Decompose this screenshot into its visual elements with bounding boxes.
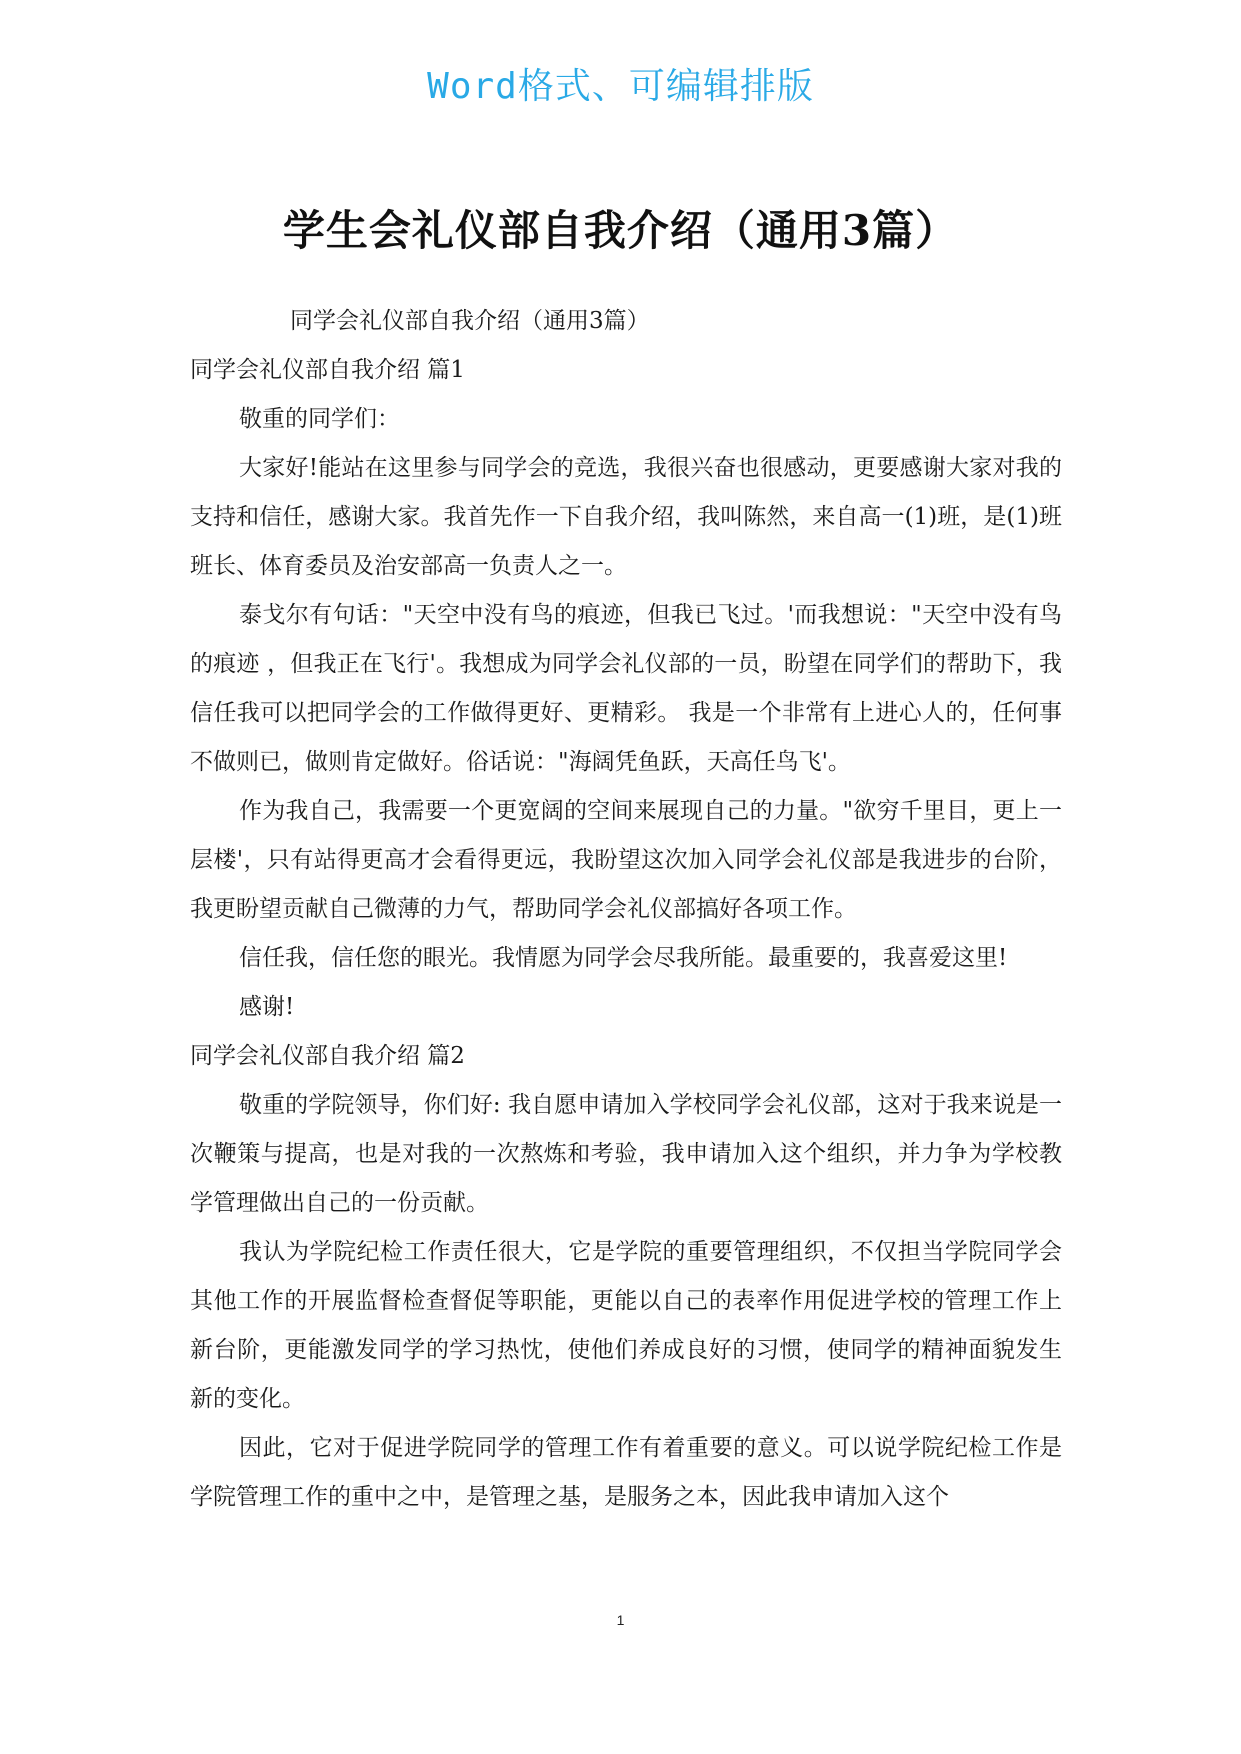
section-1-heading: 同学会礼仪部自我介绍 篇1	[190, 357, 465, 383]
section-1-paragraph: 信任我，信任您的眼光。我情愿为同学会尽我所能。最重要的，我喜爱这里!	[239, 945, 1008, 971]
document-body	[190, 297, 1062, 1522]
section-2-paragraph: 因此，它对于促进学院同学的管理工作有着重要的意义。可以说学院纪检工作是学院管理工作的重中之中，是管理之基，是服务之本，因此我申请加入这个	[190, 1435, 1062, 1510]
section-1-paragraph: 泰戈尔有句话："天空中没有鸟的痕迹，但我已飞过。'而我想说："天空中没有鸟的痕迹 ，但我正在飞行'。我想成为同学会礼仪部的一员，盼望在同学们的帮助下，我信任我可以把同学会的工作做得更好、更精彩。 我是一个非常有上进心人的，任何事不做则已，做则肯定做好。俗话说："海阔凭鱼跃，天高任鸟飞'。	[190, 602, 1062, 775]
section-1-paragraph: 大家好!能站在这里参与同学会的竞选，我很兴奋也很感动，更要感谢大家对我的支持和信任，感谢大家。我首先作一下自我介绍，我叫陈然，来自高一(1)班，是(1)班班长、体育委员及治安部高一负责人之一。	[190, 455, 1062, 579]
section-2-heading: 同学会礼仪部自我介绍 篇2	[190, 1043, 465, 1069]
page-number: 1	[616, 1612, 625, 1628]
banner-header: Word格式、可编辑排版	[427, 66, 814, 107]
section-1-paragraph: 感谢!	[239, 994, 295, 1020]
section-1-paragraph: 敬重的同学们：	[239, 406, 400, 432]
document-title: 学生会礼仪部自我介绍（通用3篇）	[282, 206, 959, 255]
document-subtitle: 同学会礼仪部自我介绍（通用3篇）	[290, 308, 650, 334]
section-2-paragraph: 敬重的学院领导，你们好: 我自愿申请加入学校同学会礼仪部，这对于我来说是一次鞭策与提高，也是对我的一次熬炼和考验，我申请加入这个组织，并力争为学校教学管理做出自己的一份贡献。	[190, 1092, 1062, 1216]
section-2-paragraph: 我认为学院纪检工作责任很大，它是学院的重要管理组织，不仅担当学院同学会其他工作的开展监督检查督促等职能，更能以自己的表率作用促进学校的管理工作上新台阶，更能激发同学的学习热忱，使他们养成良好的习惯，使同学的精神面貌发生新的变化。	[190, 1239, 1062, 1412]
section-1-paragraph: 作为我自己，我需要一个更宽阔的空间来展现自己的力量。"欲穷千里目，更上一层楼'，只有站得更高才会看得更远，我盼望这次加入同学会礼仪部是我进步的台阶，我更盼望贡献自己微薄的力气，帮助同学会礼仪部搞好各项工作。	[190, 798, 1062, 922]
